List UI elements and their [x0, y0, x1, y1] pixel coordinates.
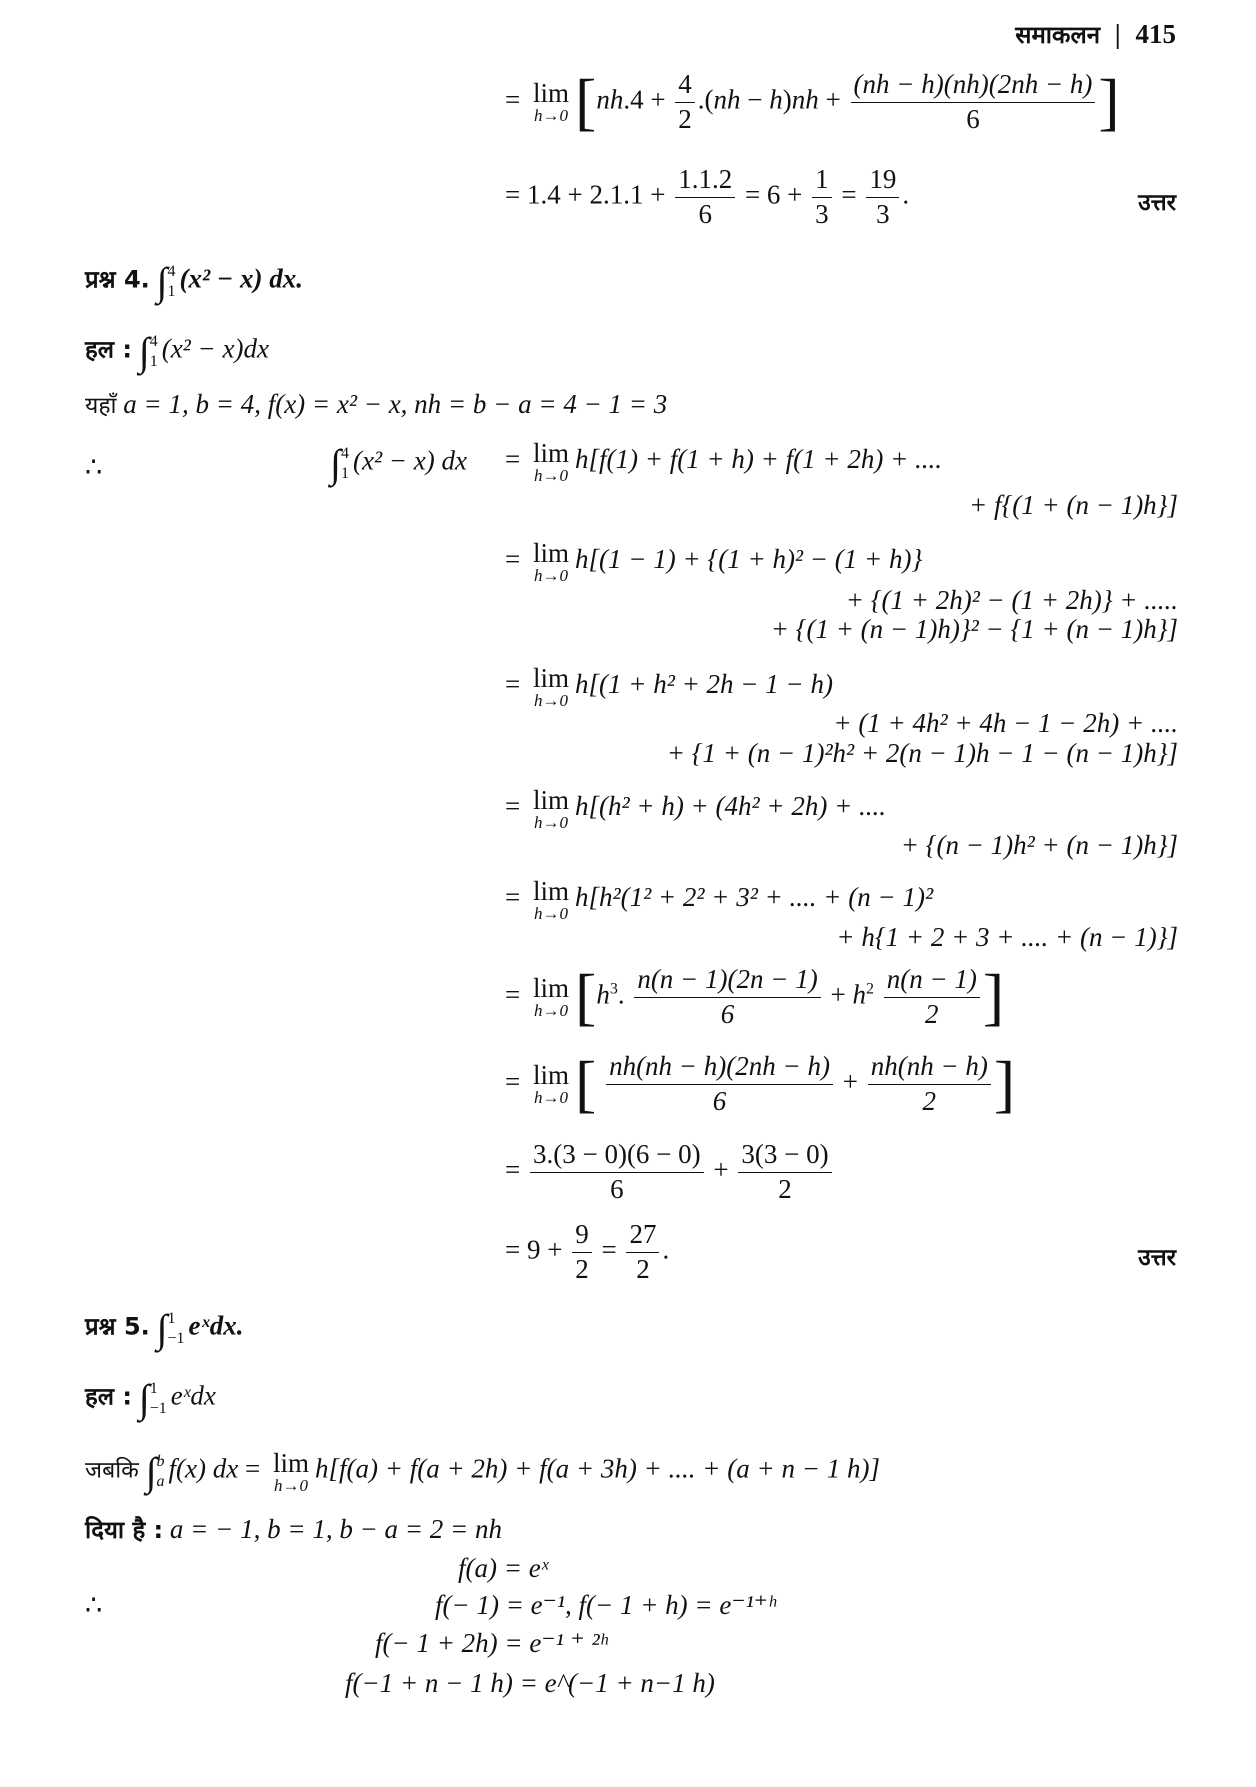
- q4-row-4b: + {(n − 1)h² + (n − 1)h}]: [900, 830, 1178, 860]
- equals: =: [841, 179, 857, 210]
- q4-row-1b: + f{(1 + (n − 1)h}]: [969, 490, 1178, 520]
- frac-num: 9: [572, 1220, 592, 1253]
- question-label: प्रश्न 4.: [85, 265, 150, 294]
- question-4: प्रश्न 4. ∫ 4 1 (x² − x) dx.: [85, 259, 303, 304]
- header-separator: |: [1114, 19, 1121, 49]
- given-label: दिया है :: [85, 1516, 164, 1544]
- limit: lim h→0: [532, 78, 569, 126]
- expr-text: h[(h² + h) + (4h² + 2h) + ....: [575, 791, 887, 822]
- q5-line-3: f(− 1 + 2h) = e⁻¹ ⁺ ²ʰ: [375, 1628, 608, 1658]
- q4-row-6: = lim h→0 [$h^3$. $\frac{n(n - 1)(2n - 1)}{6}$ + $h^2$ $\frac{n(n - 1)}{2}$ ]: [505, 961, 1005, 1033]
- frac-num: 27: [626, 1220, 659, 1253]
- frac-num: 19: [866, 165, 899, 198]
- given-expr: a = − 1, b = 1, b − a = 2 = nh: [169, 1514, 502, 1544]
- q4-row-3: = lim h→0 h[(1 + h² + 2h − 1 − h): [505, 663, 833, 710]
- frac-den: 6: [720, 998, 735, 1029]
- solution-5: हल : ∫ 1 −1 eˣdx: [85, 1376, 216, 1421]
- page-header: [1015, 18, 1176, 51]
- q4-row-1: = lim h→0 h[f(1) + f(1 + h) + f(1 + 2h) + ....: [505, 438, 943, 485]
- expr-text: = 1.4 + 2.1.1 +: [505, 179, 666, 210]
- frac-num: nh(nh − h)(2nh − h): [606, 1052, 833, 1085]
- q4-row-5: = lim h→0 h[h²(1² + 2² + 3² + .... + (n − 1)²: [505, 876, 934, 923]
- given-prefix: यहाँ: [85, 393, 117, 419]
- given-5: [85, 1513, 502, 1546]
- q4-row-2: = lim h→0 h[(1 − 1) + {(1 + h)² − (1 + h)}: [505, 538, 923, 585]
- solution-expr: eˣdx: [170, 1380, 216, 1411]
- question-expr: eˣdx.: [188, 1310, 244, 1341]
- frac-den: 2: [925, 998, 939, 1029]
- when-expr: f(x) dx: [168, 1453, 239, 1484]
- expr-text: = 6 +: [744, 179, 803, 210]
- question-expr: (x² − x) dx.: [179, 263, 303, 294]
- q5-line-4: f(−1 + n − 1 h) = e^(−1 + n−1 h): [345, 1668, 715, 1698]
- frac-den: 6: [610, 1173, 624, 1204]
- q5-line-2: f(− 1) = e⁻¹, f(− 1 + h) = e⁻¹⁺ʰ: [435, 1590, 776, 1620]
- page-number: 415: [1135, 19, 1176, 49]
- solution-label: हल :: [85, 1382, 132, 1411]
- q4-row-3c: + {1 + (n − 1)²h² + 2(n − 1)h − 1 − (n − 1)h}]: [666, 738, 1178, 768]
- q4-row-3b: + (1 + 4h² + 4h − 1 − 2h) + ....: [833, 708, 1178, 738]
- frac-den: 3: [815, 198, 829, 229]
- q4-row-7: = lim h→0 [ $\frac{nh(nh - h)(2nh - h)}{6}$ + $\frac{nh(nh - h)}{2}$ ]: [505, 1048, 1016, 1120]
- frac-den: 3: [876, 198, 890, 229]
- q4-row-2b: + {(1 + 2h)² − (1 + 2h)} + .....: [845, 585, 1178, 615]
- question-label: प्रश्न 5.: [85, 1312, 150, 1341]
- q4-row-2c: + {(1 + (n − 1)h)}² − {1 + (n − 1)h}]: [770, 614, 1178, 644]
- answer-label: उत्तर: [1138, 190, 1176, 216]
- when-rhs: h[f(a) + f(a + 2h) + f(a + 3h) + .... + (a + n − 1 h)]: [315, 1453, 880, 1484]
- q4-row-5b: + h{1 + 2 + 3 + .... + (n − 1)}]: [836, 922, 1178, 952]
- frac-den: 2: [922, 1085, 937, 1116]
- q4-row-4: = lim h→0 h[(h² + h) + (4h² + 2h) + ....: [505, 785, 887, 832]
- therefore-symbol: ∴: [85, 1590, 103, 1620]
- frac-num: 3(3 − 0): [738, 1140, 831, 1173]
- frac-num: n(n − 1)(2n − 1): [634, 965, 820, 998]
- frac-den: 2: [636, 1253, 650, 1284]
- frac-num: nh(nh − h): [868, 1052, 991, 1085]
- when-line: जबकि ∫ b a f(x) dx = lim h→0 h[f(a) + f(a + 2h) + f(a + 3h) + .... + (a + n − 1 h)]: [85, 1447, 880, 1495]
- frac-den: 2: [778, 1173, 792, 1204]
- frac-num: 3.(3 − 0)(6 − 0): [530, 1140, 704, 1173]
- solution-label: हल :: [85, 335, 132, 364]
- question-5: प्रश्न 5. ∫ 1 −1 eˣdx.: [85, 1306, 244, 1351]
- expr-text: h[h²(1² + 2² + 3² + .... + (n − 1)²: [575, 882, 934, 913]
- frac-den: 2: [575, 1253, 589, 1284]
- therefore-symbol: ∴: [85, 452, 103, 482]
- frac-num: 1.1.2: [675, 165, 735, 198]
- when-label: जबकि: [85, 1457, 139, 1484]
- top-line-2: = 1.4 + 2.1.1 + $\frac{1.1.2}{6}$ = 6 + $\frac{1}{3}$ = $\frac{19}{3}$ .: [505, 164, 910, 229]
- solution-expr: (x² − x)dx: [161, 333, 269, 364]
- frac-den: 6: [712, 1085, 727, 1116]
- q4-row-9: = 9 + $\frac{9}{2}$ = $\frac{27}{2}$ .: [505, 1219, 670, 1284]
- chapter-title: समाकलन: [1015, 21, 1101, 49]
- given-4: [85, 388, 667, 420]
- frac-den: 6: [698, 198, 712, 229]
- frac-num: n(n − 1): [884, 965, 980, 998]
- top-line-1: = lim h→0 [nh.4 + $\frac{4}{2}$ .(nh − h)nh + $\frac{(nh - h)(nh)(2nh - h)}{6}$ ]: [505, 66, 1120, 138]
- q4-integral-lhs: ∫ 4 1 (x² − x) dx: [330, 441, 467, 486]
- q5-line-1: f(a) = eˣ: [458, 1553, 549, 1583]
- expr-text: = 9 +: [505, 1234, 563, 1265]
- q4-row-8: = $\frac{3.(3 - 0)(6 - 0)}{6}$ + $\frac{3(3 - 0)}{2}$: [505, 1140, 835, 1204]
- solution-4: हल : ∫ 4 1 (x² − x)dx: [85, 329, 269, 374]
- frac-num: 1: [812, 165, 832, 198]
- answer-label: उत्तर: [1138, 1245, 1176, 1271]
- expr-text: h[(1 − 1) + {(1 + h)² − (1 + h)}: [575, 544, 923, 575]
- expr-text: h[f(1) + f(1 + h) + f(1 + 2h) + ....: [575, 444, 943, 475]
- expr-text: h[(1 + h² + 2h − 1 − h): [575, 669, 833, 700]
- given-expr: a = 1, b = 4, f(x) = x² − x, nh = b − a = 4 − 1 = 3: [123, 389, 668, 419]
